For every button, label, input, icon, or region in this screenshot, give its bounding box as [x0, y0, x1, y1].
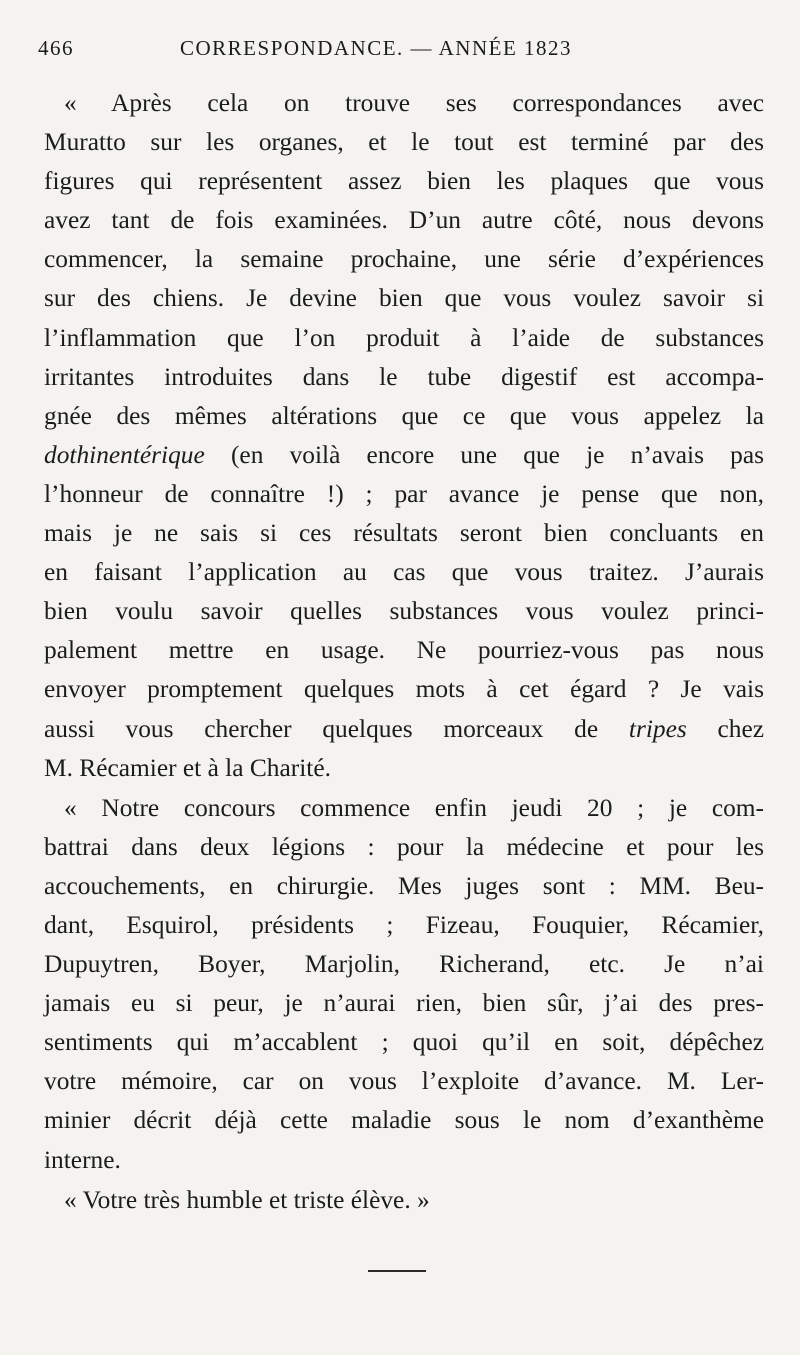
- text-line: [44, 514, 764, 553]
- line-text: Dupuytren, Boyer, Marjolin, Richerand, etc. Je n’ai: [44, 950, 764, 979]
- text-line: [44, 162, 764, 201]
- line-text: chez: [686, 714, 764, 743]
- text-line: [44, 789, 764, 828]
- paragraph: [44, 789, 764, 1180]
- line-text: l’inflammation que l’on produit à l’aide de substances: [44, 323, 764, 352]
- text-line: [44, 84, 764, 123]
- text-line: [44, 1181, 764, 1220]
- text-line: [44, 201, 764, 240]
- line-text: « Notre concours commence enfin jeudi 20 ; je com-: [64, 793, 764, 822]
- line-text: « Après cela on trouve ses correspondances avec: [64, 89, 764, 117]
- line-text: « Votre très humble et triste élève. »: [64, 1185, 430, 1214]
- text-line: [44, 945, 764, 984]
- text-line: [44, 984, 764, 1023]
- text-line: [44, 670, 764, 709]
- running-title: CORRESPONDANCE. — ANNÉE 1823: [180, 36, 573, 60]
- paragraph: [44, 84, 764, 788]
- text-line: [44, 1023, 764, 1062]
- line-text: M. Récamier et à la Charité.: [44, 753, 331, 782]
- text-line: [44, 319, 764, 358]
- text-line: [44, 828, 764, 867]
- line-text: Muratto sur les organes, et le tout est terminé par des: [44, 128, 764, 157]
- line-text: bien voulu savoir quelles substances vous voulez princi-: [44, 597, 764, 626]
- line-text: interne.: [44, 1145, 121, 1174]
- line-text: jamais eu si peur, je n’aurai rien, bien sûr, j’ai des pres-: [44, 989, 764, 1018]
- line-text: sur des chiens. Je devine bien que vous voulez savoir si: [44, 284, 764, 313]
- italic-term: dothinentérique: [44, 440, 205, 469]
- text-line: [44, 867, 764, 906]
- line-text: palement mettre en usage. Ne pourriez-vous pas nous: [44, 636, 764, 665]
- text-line: [44, 1101, 764, 1140]
- running-head: [38, 36, 768, 66]
- text-line: [44, 592, 764, 631]
- line-text: votre mémoire, car on vous l’exploite d’avance. M. Ler-: [44, 1067, 764, 1096]
- text-line: [44, 749, 764, 788]
- closing-rule: [368, 1270, 426, 1272]
- text-line: [44, 710, 764, 749]
- line-text: l’honneur de connaître !) ; par avance je pense que non,: [44, 479, 764, 508]
- line-text: irritantes introduites dans le tube digestif est accompa-: [44, 362, 764, 391]
- line-text: aussi vous chercher quelques morceaux de: [44, 714, 629, 743]
- page-number: 466: [38, 36, 74, 60]
- line-text: sentiments qui m’accablent ; quoi qu’il en soit, dépêchez: [44, 1028, 764, 1057]
- line-text: envoyer promptement quelques mots à cet égard ? Je vais: [44, 675, 764, 704]
- line-text: minier décrit déjà cette maladie sous le nom d’exanthème: [44, 1106, 764, 1135]
- text-line: [44, 631, 764, 670]
- text-line: [44, 279, 764, 318]
- line-text: (en voilà encore une que je n’avais pas: [204, 440, 764, 469]
- text-line: [44, 1062, 764, 1101]
- line-text: avez tant de fois examinées. D’un autre côté, nous devons: [44, 206, 764, 235]
- text-line: [44, 1141, 764, 1180]
- text-line: [44, 436, 764, 475]
- line-text: mais je ne sais si ces résultats seront bien concluants en: [44, 519, 764, 548]
- line-text: commencer, la semaine prochaine, une série d’expériences: [44, 245, 764, 274]
- line-text: gnée des mêmes altérations que ce que vous appelez la: [44, 401, 764, 430]
- italic-term: tripes: [628, 714, 687, 743]
- text-line: [44, 906, 764, 945]
- paragraph: [44, 1181, 764, 1220]
- line-text: battrai dans deux légions : pour la médecine et pour les: [44, 832, 764, 861]
- line-text: en faisant l’application au cas que vous traitez. J’aurais: [44, 558, 764, 587]
- text-line: [44, 123, 764, 162]
- line-text: figures qui représentent assez bien les plaques que vous: [44, 167, 764, 196]
- text-line: [44, 358, 764, 397]
- text-line: [44, 397, 764, 436]
- line-text: dant, Esquirol, présidents ; Fizeau, Fouquier, Récamier,: [44, 910, 764, 939]
- text-line: [44, 553, 764, 592]
- line-text: accouchements, en chirurgie. Mes juges sont : MM. Beu-: [44, 871, 764, 900]
- letter-body: [44, 84, 764, 1220]
- text-line: [44, 240, 764, 279]
- text-line: [44, 475, 764, 514]
